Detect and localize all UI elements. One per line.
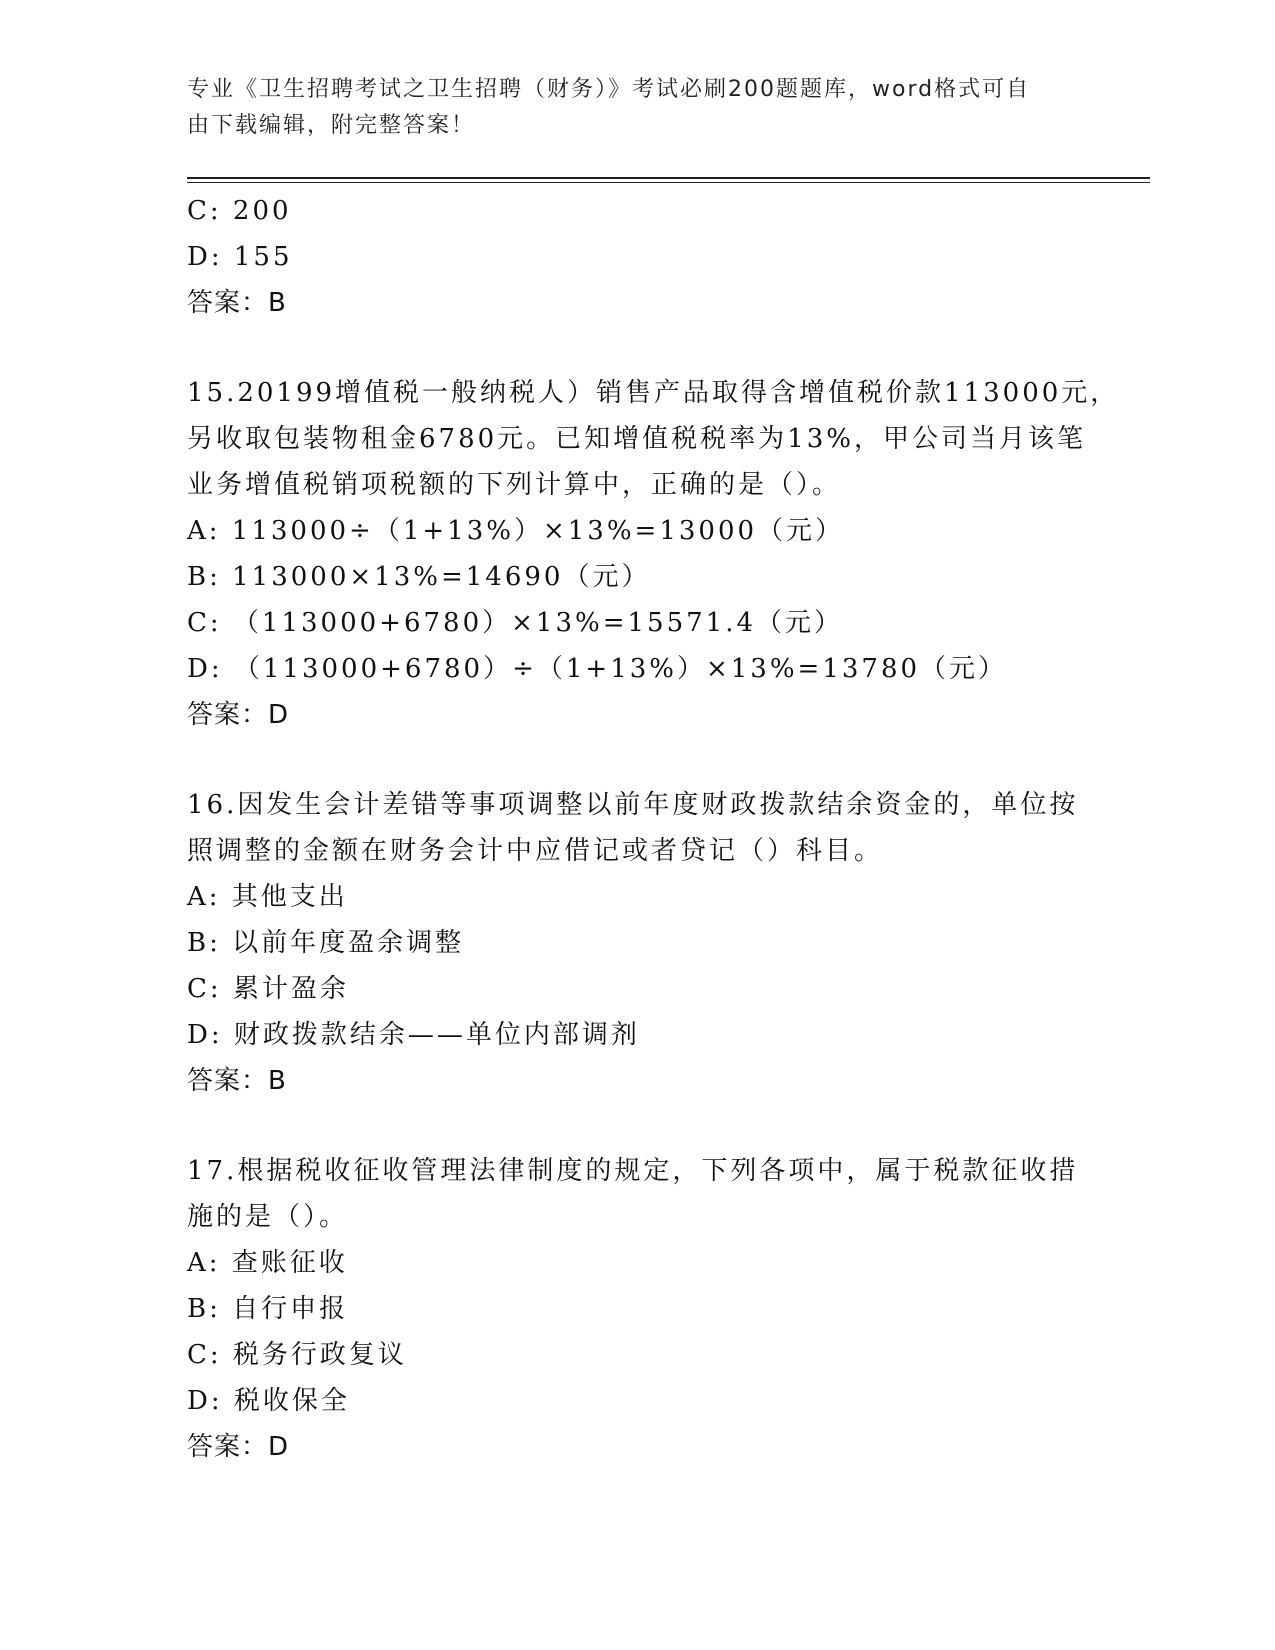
- option-d: D: 税收保全: [187, 1386, 350, 1416]
- question-list: [187, 188, 1120, 1470]
- question-stem-line: 15.20199增值税一般纳税人）销售产品取得含增值税价款113000元，: [187, 378, 1120, 408]
- header-line-2: 由下载编辑，附完整答案！: [187, 113, 476, 138]
- option-b: B: 自行申报: [187, 1294, 349, 1324]
- question-stem-line: 照调整的金额在财务会计中应借记或者贷记（）科目。: [187, 836, 884, 866]
- page-header: [187, 72, 1067, 144]
- question-stem-line: 另收取包装物租金6780元。已知增值税税率为13%，甲公司当月该笔: [187, 424, 1086, 454]
- question-17: [187, 1148, 1087, 1470]
- header-divider-thick: [187, 177, 1150, 179]
- question-16: [187, 782, 1087, 1104]
- option-d: D: 财政拨款结余——单位内部调剂: [187, 1020, 640, 1050]
- option-c: C: 税务行政复议: [187, 1340, 407, 1370]
- spacer: [187, 738, 1087, 782]
- question-stem-line: 16.因发生会计差错等事项调整以前年度财政拨款结余资金的，单位按: [187, 790, 1079, 820]
- option-d: D: 155: [187, 242, 293, 272]
- spacer: [187, 1104, 1087, 1148]
- question-stem-line: 业务增值税销项税额的下列计算中，正确的是（）。: [187, 470, 842, 500]
- option-a: A: 查账征收: [187, 1248, 348, 1278]
- question-stem-line: 17.根据税收征收管理法律制度的规定，下列各项中，属于税款征收措: [187, 1156, 1079, 1186]
- option-c: C: 累计盈余: [187, 974, 349, 1004]
- header-line-1: 专业《卫生招聘考试之卫生招聘（财务）》考试必刷200题题库，word格式可自: [187, 77, 1031, 102]
- answer-line: 答案：B: [187, 1066, 287, 1096]
- previous-question-tail: [187, 188, 1087, 326]
- option-b: B: 113000×13%=14690（元）: [187, 562, 651, 592]
- option-c: C: （113000+6780）×13%=15571.4（元）: [187, 608, 843, 638]
- answer-line: 答案：B: [187, 288, 287, 318]
- option-d: D: （113000+6780）÷（1+13%）×13%=13780（元）: [187, 654, 1008, 684]
- header-divider-thin: [187, 182, 1150, 183]
- option-a: A: 其他支出: [187, 882, 348, 912]
- option-c: C: 200: [187, 196, 292, 226]
- answer-line: 答案：D: [187, 1432, 290, 1462]
- answer-line: 答案：D: [187, 700, 290, 730]
- question-15: [187, 370, 1120, 738]
- option-b: B: 以前年度盈余调整: [187, 928, 465, 958]
- spacer: [187, 326, 1087, 370]
- option-a: A: 113000÷（1+13%）×13%=13000（元）: [187, 516, 845, 546]
- question-stem-line: 施的是（）。: [187, 1202, 349, 1232]
